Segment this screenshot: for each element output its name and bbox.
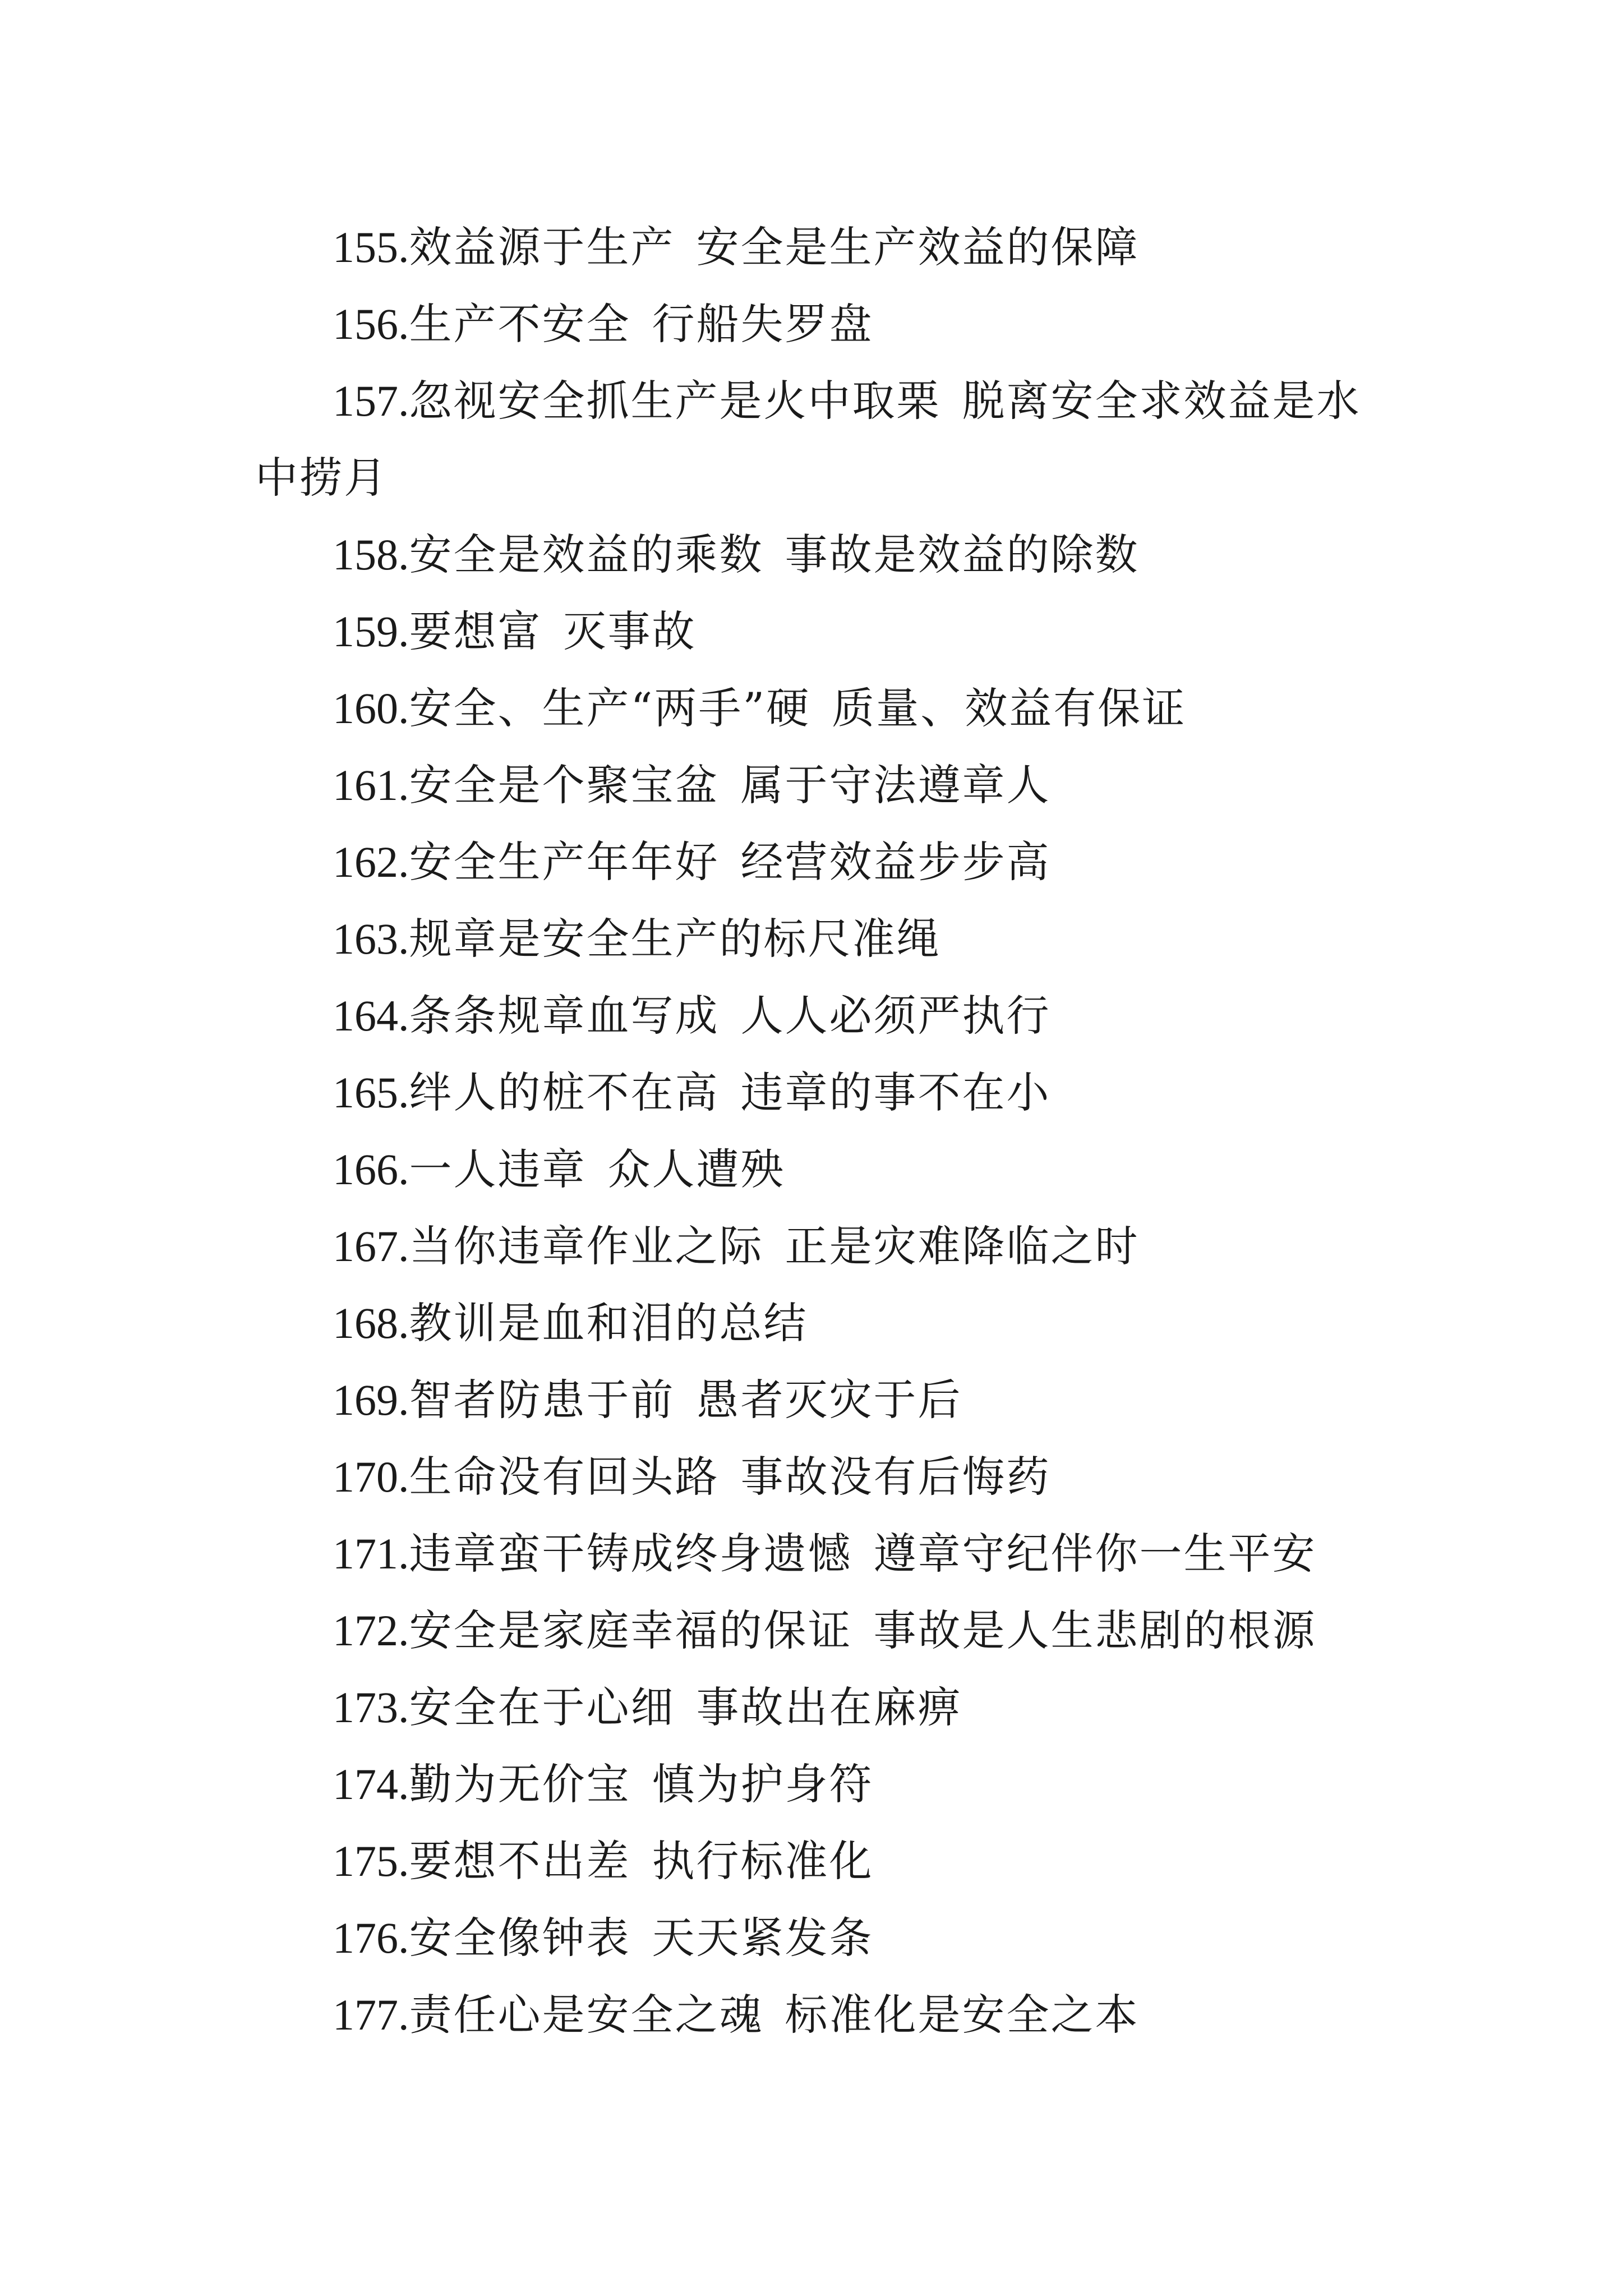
- item-number: 174.: [333, 1760, 409, 1809]
- list-item-continuation: [255, 439, 1382, 516]
- item-number: 160.: [333, 684, 409, 733]
- list-item: [255, 747, 1382, 823]
- item-text-first: 安全像钟表: [409, 1913, 631, 1963]
- list-item: [255, 1131, 1382, 1208]
- item-text-second: 质量、效益有保证: [832, 683, 1187, 733]
- list-item: [255, 286, 1382, 362]
- item-text-first: 责任心是安全之魂: [409, 1990, 764, 2040]
- item-number: 156.: [333, 300, 409, 348]
- item-text-first: 规章是安全生产的标尺准绳: [409, 914, 941, 964]
- list-item: [255, 823, 1382, 900]
- list-item: [255, 1592, 1382, 1669]
- item-text-first: 安全是个聚宝盆: [409, 760, 720, 810]
- item-text-second: 标准化是安全之本: [785, 1990, 1140, 2040]
- list-item: [255, 1285, 1382, 1361]
- item-text-first: 当你违章作业之际: [409, 1221, 764, 1271]
- item-text-first: 勤为无价宝: [409, 1759, 631, 1809]
- item-text-second: 天天紧发条: [652, 1913, 874, 1963]
- list-item: [255, 1438, 1382, 1515]
- list-item: [255, 1515, 1382, 1592]
- item-text-first: 安全、生产“两手”硬: [409, 683, 811, 733]
- item-text-continuation: 中捞月: [255, 453, 388, 503]
- item-number: 172.: [333, 1606, 409, 1655]
- item-number: 165.: [333, 1068, 409, 1117]
- item-text-second: 慎为护身符: [652, 1759, 874, 1809]
- item-text-first: 智者防患于前: [409, 1375, 675, 1425]
- list-item: [255, 1208, 1382, 1285]
- item-text-second: 遵章守纪伴你一生平安: [873, 1529, 1317, 1579]
- item-text-second: 经营效益步步高: [740, 837, 1051, 887]
- item-text-second: 人人必须严执行: [740, 991, 1051, 1041]
- item-text-first: 要想不出差: [409, 1836, 631, 1886]
- item-number: 177.: [333, 1990, 409, 2039]
- item-text-second: 事故没有后悔药: [740, 1452, 1051, 1502]
- item-text-second: 行船失罗盘: [652, 299, 874, 349]
- item-text-second: 属于守法遵章人: [740, 760, 1051, 810]
- item-number: 176.: [333, 1913, 409, 1962]
- item-number: 170.: [333, 1452, 409, 1501]
- list-item: [255, 1361, 1382, 1438]
- item-text-first: 要想富: [409, 606, 542, 656]
- item-number: 166.: [333, 1145, 409, 1194]
- item-text-second: 事故出在麻痹: [696, 1682, 962, 1732]
- item-text-second: 违章的事不在小: [740, 1068, 1051, 1117]
- item-number: 171.: [333, 1529, 409, 1578]
- item-number: 159.: [333, 607, 409, 656]
- list-item: [255, 516, 1382, 593]
- item-text-first: 生命没有回头路: [409, 1452, 720, 1502]
- list-item: [255, 209, 1382, 286]
- item-text-first: 一人违章: [409, 1144, 587, 1194]
- list-item: [255, 900, 1382, 977]
- list-item: [255, 1669, 1382, 1746]
- item-text-second: 事故是效益的除数: [785, 530, 1140, 579]
- item-text-first: 效益源于生产: [409, 222, 675, 272]
- item-number: 167.: [333, 1222, 409, 1271]
- item-number: 173.: [333, 1683, 409, 1732]
- list-item: [255, 1899, 1382, 1976]
- list-item: [255, 1976, 1382, 2053]
- item-text-first: 生产不安全: [409, 299, 631, 349]
- list-item: [255, 1823, 1382, 1899]
- item-text-first: 安全在于心细: [409, 1682, 675, 1732]
- item-text-first: 安全是家庭幸福的保证: [409, 1605, 852, 1655]
- list-item: [255, 1746, 1382, 1823]
- item-text-second: 脱离安全求效益是水: [962, 376, 1361, 426]
- item-text-first: 违章蛮干铸成终身遗憾: [409, 1529, 852, 1579]
- item-number: 158.: [333, 530, 409, 579]
- list-item: [255, 670, 1382, 747]
- item-number: 168.: [333, 1299, 409, 1347]
- item-text-second: 灭事故: [563, 606, 697, 656]
- item-text-first: 忽视安全抓生产是火中取栗: [409, 376, 941, 426]
- item-number: 164.: [333, 991, 409, 1040]
- list-item: [255, 1054, 1382, 1131]
- item-text-second: 愚者灭灾于后: [696, 1375, 962, 1425]
- list-item: [255, 593, 1382, 670]
- item-text-second: 正是灾难降临之时: [785, 1221, 1140, 1271]
- list-item: [255, 362, 1382, 439]
- item-number: 175.: [333, 1837, 409, 1885]
- item-text-second: 事故是人生悲剧的根源: [873, 1605, 1317, 1655]
- item-text-first: 安全是效益的乘数: [409, 530, 764, 579]
- item-text-first: 条条规章血写成: [409, 991, 720, 1041]
- item-number: 162.: [333, 838, 409, 886]
- item-text-second: 安全是生产效益的保障: [696, 222, 1140, 272]
- item-number: 155.: [333, 223, 409, 272]
- list-item: [255, 977, 1382, 1054]
- item-number: 161.: [333, 761, 409, 809]
- item-number: 157.: [333, 376, 409, 425]
- slogan-list: [255, 209, 1382, 2053]
- item-text-first: 教训是血和泪的总结: [409, 1298, 808, 1348]
- item-text-second: 执行标准化: [652, 1836, 874, 1886]
- item-number: 169.: [333, 1375, 409, 1424]
- item-text-first: 绊人的桩不在高: [409, 1068, 720, 1117]
- item-text-second: 众人遭殃: [607, 1144, 785, 1194]
- item-number: 163.: [333, 914, 409, 963]
- item-text-first: 安全生产年年好: [409, 837, 720, 887]
